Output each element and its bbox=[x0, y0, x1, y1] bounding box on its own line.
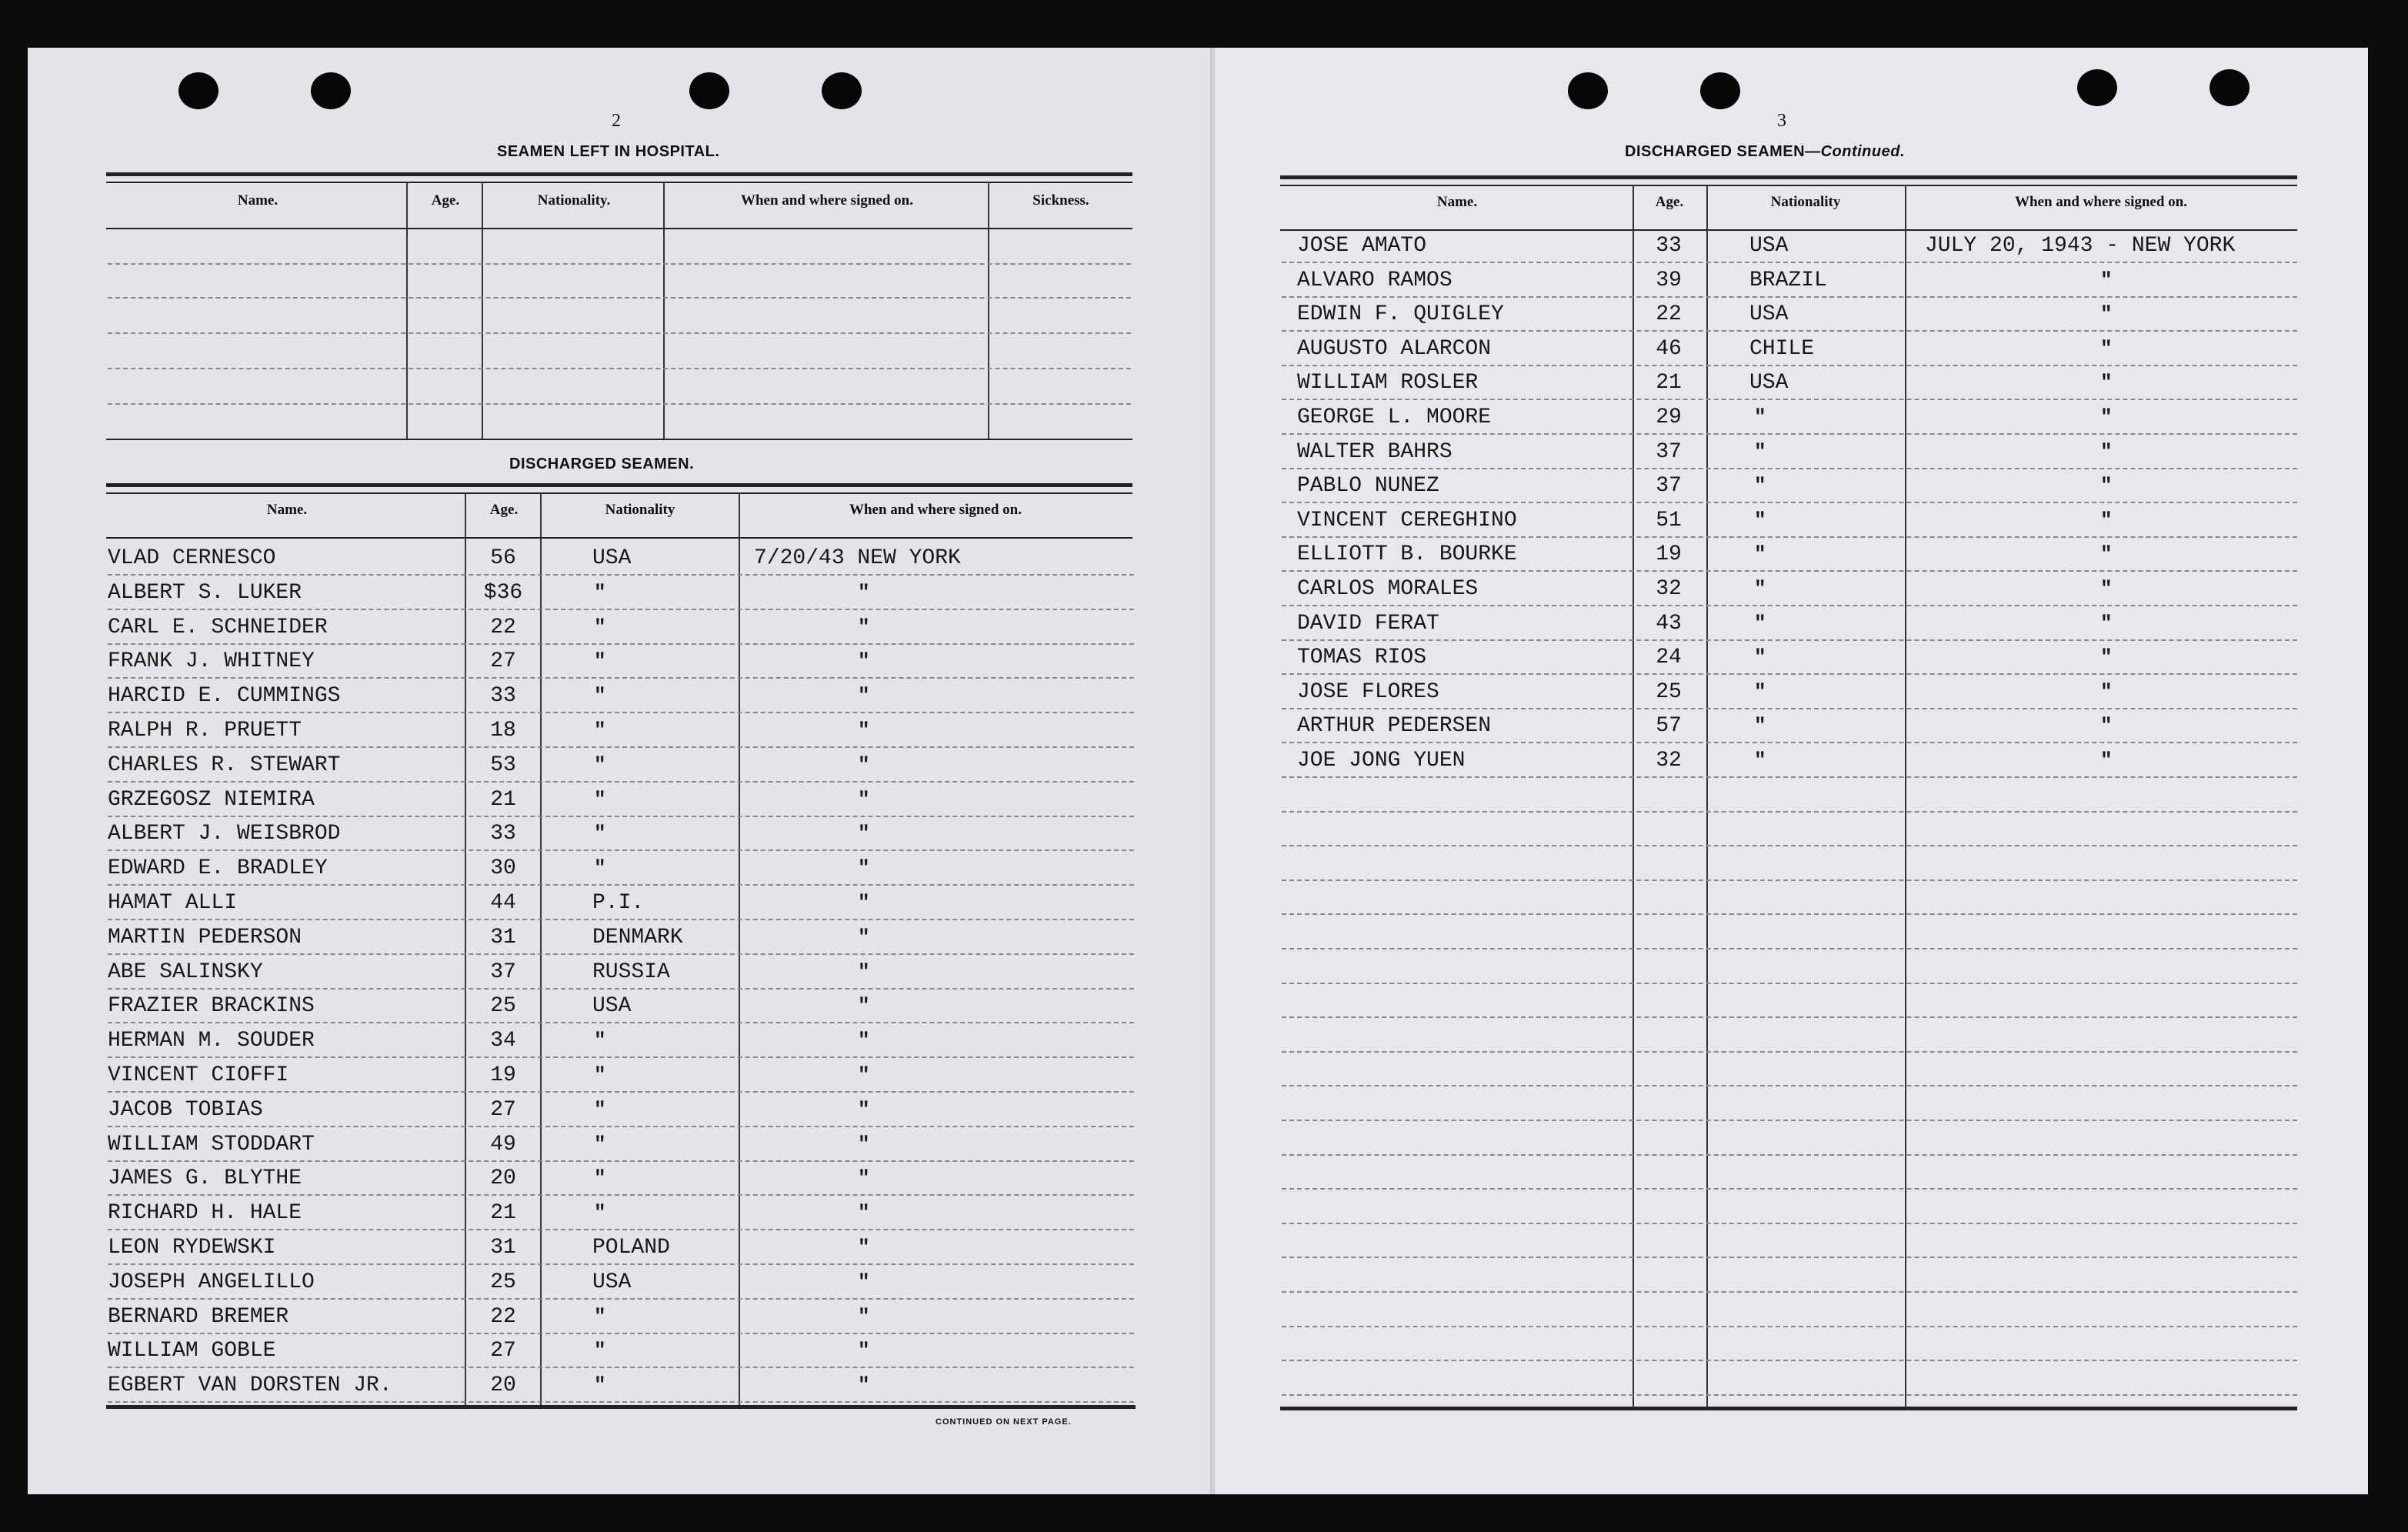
seaman-name: WILLIAM ROSLER bbox=[1297, 371, 1479, 395]
seaman-age: 57 bbox=[1656, 714, 1682, 738]
seaman-age: 29 bbox=[1656, 406, 1682, 429]
dotted-row-line bbox=[1282, 262, 2297, 263]
column-line bbox=[540, 492, 542, 1405]
seaman-age: 25 bbox=[490, 1270, 516, 1294]
page-number-left: 2 bbox=[612, 111, 621, 131]
discharged-header-signed: When and where signed on. bbox=[849, 502, 1022, 518]
ditto-mark: " bbox=[594, 1305, 606, 1328]
seaman-name: EDWARD E. BRADLEY bbox=[108, 856, 328, 880]
dotted-row-line bbox=[108, 1160, 1134, 1162]
ditto-mark: " bbox=[858, 1063, 870, 1086]
ditto-mark: " bbox=[594, 1029, 606, 1052]
seaman-nationality: DENMARK bbox=[592, 926, 683, 950]
seaman-age: 51 bbox=[1656, 509, 1682, 532]
dotted-row-line bbox=[108, 712, 1134, 713]
dotted-row-line bbox=[108, 1263, 1134, 1265]
dotted-row-line bbox=[108, 1126, 1134, 1127]
ditto-mark: " bbox=[2100, 337, 2113, 360]
dotted-row-line bbox=[1282, 1291, 2297, 1293]
seaman-age: 33 bbox=[1656, 234, 1682, 258]
seaman-age: 30 bbox=[490, 856, 516, 880]
seaman-nationality: USA bbox=[1749, 371, 1789, 395]
seaman-age: 24 bbox=[1656, 646, 1682, 669]
punch-hole bbox=[822, 72, 862, 109]
seaman-age: 27 bbox=[490, 649, 516, 673]
ditto-mark: " bbox=[2100, 474, 2113, 497]
ditto-mark: " bbox=[594, 649, 606, 673]
seaman-name: JOSE FLORES bbox=[1297, 680, 1439, 704]
hospital-header-signed: When and where signed on. bbox=[740, 192, 913, 209]
dotted-row-line bbox=[1282, 1360, 2297, 1361]
seaman-age: 19 bbox=[490, 1063, 516, 1087]
seaman-age: 49 bbox=[490, 1133, 516, 1157]
seaman-name: VINCENT CIOFFI bbox=[108, 1063, 289, 1087]
rule bbox=[106, 492, 1132, 494]
ditto-mark: " bbox=[1754, 612, 1766, 635]
ditto-mark: " bbox=[858, 1373, 870, 1397]
ditto-mark: " bbox=[858, 1029, 870, 1052]
seaman-age: 20 bbox=[490, 1167, 516, 1190]
seaman-name: GRZEGOSZ NIEMIRA bbox=[108, 788, 315, 812]
ditto-mark: " bbox=[1754, 474, 1766, 497]
ditto-mark: " bbox=[858, 994, 870, 1017]
seaman-name: VLAD CERNESCO bbox=[108, 546, 276, 570]
dotted-row-line bbox=[1282, 673, 2297, 675]
ditto-mark: " bbox=[2100, 269, 2113, 292]
right-header-age: Age. bbox=[1655, 194, 1684, 210]
ditto-mark: " bbox=[594, 616, 606, 639]
ditto-mark: " bbox=[1754, 542, 1766, 566]
ditto-mark: " bbox=[1754, 440, 1766, 463]
punch-hole bbox=[689, 72, 729, 109]
dotted-row-line bbox=[108, 1056, 1134, 1058]
rule bbox=[1280, 185, 2297, 186]
ditto-mark: " bbox=[858, 616, 870, 639]
seaman-name: RICHARD H. HALE bbox=[108, 1201, 302, 1225]
seaman-age: 19 bbox=[1656, 542, 1682, 566]
seaman-age: 31 bbox=[490, 1236, 516, 1260]
ditto-mark: " bbox=[2100, 577, 2113, 600]
dotted-row-line bbox=[1282, 468, 2297, 469]
rule bbox=[1280, 229, 2297, 231]
hospital-header-sickness: Sickness. bbox=[1032, 192, 1089, 209]
rule bbox=[106, 228, 1132, 229]
seaman-age: 46 bbox=[1656, 337, 1682, 361]
dotted-row-line bbox=[1282, 1085, 2297, 1086]
punch-hole bbox=[178, 72, 218, 109]
rule bbox=[106, 1405, 1136, 1409]
seaman-name: ALVARO RAMOS bbox=[1297, 269, 1452, 292]
dotted-row-line bbox=[1282, 1188, 2297, 1190]
ditto-mark: " bbox=[594, 1339, 606, 1362]
seaman-name: EDWIN F. QUIGLEY bbox=[1297, 302, 1504, 326]
dotted-row-line bbox=[1282, 913, 2297, 915]
dotted-row-line bbox=[108, 297, 1131, 299]
rule bbox=[106, 483, 1132, 487]
column-line bbox=[465, 492, 466, 1405]
page-number-right: 3 bbox=[1777, 111, 1786, 131]
dotted-row-line bbox=[108, 368, 1131, 369]
dotted-row-line bbox=[108, 1091, 1134, 1093]
dotted-row-line bbox=[108, 1367, 1134, 1368]
ditto-mark: " bbox=[2100, 680, 2113, 703]
ditto-mark: " bbox=[2100, 542, 2113, 566]
seaman-name: AUGUSTO ALARCON bbox=[1297, 337, 1492, 361]
dotted-row-line bbox=[108, 953, 1134, 955]
seaman-nationality: USA bbox=[592, 994, 632, 1018]
discharged-header-name: Name. bbox=[266, 502, 308, 518]
ditto-mark: " bbox=[858, 1167, 870, 1190]
dotted-row-line bbox=[108, 263, 1131, 265]
ditto-mark: " bbox=[594, 788, 606, 811]
seaman-age: 18 bbox=[490, 719, 516, 743]
ditto-mark: " bbox=[858, 1133, 870, 1156]
ditto-mark: " bbox=[594, 856, 606, 879]
dotted-row-line bbox=[108, 849, 1134, 851]
ditto-mark: " bbox=[594, 1201, 606, 1224]
ditto-mark: " bbox=[594, 719, 606, 742]
punch-hole bbox=[1568, 72, 1608, 109]
dotted-row-line bbox=[108, 1298, 1134, 1300]
ditto-mark: " bbox=[594, 1373, 606, 1397]
discharged-section-title: DISCHARGED SEAMEN. bbox=[509, 456, 695, 472]
ditto-mark: " bbox=[858, 1236, 870, 1259]
seaman-name: CARLOS MORALES bbox=[1297, 577, 1479, 601]
discharged-header-age: Age. bbox=[489, 502, 519, 518]
column-line bbox=[482, 182, 483, 440]
dotted-row-line bbox=[1282, 639, 2297, 641]
dotted-row-line bbox=[108, 816, 1134, 817]
seaman-age: 37 bbox=[1656, 474, 1682, 498]
seaman-name: MARTIN PEDERSON bbox=[108, 926, 302, 950]
ditto-mark: " bbox=[1754, 714, 1766, 737]
seaman-age: 32 bbox=[1656, 749, 1682, 773]
ditto-mark: " bbox=[858, 1305, 870, 1328]
dotted-row-line bbox=[1282, 845, 2297, 846]
seaman-age: 25 bbox=[490, 994, 516, 1018]
seaman-name: CHARLES R. STEWART bbox=[108, 753, 341, 777]
seaman-age: 22 bbox=[490, 616, 516, 639]
dotted-row-line bbox=[1282, 1051, 2297, 1053]
discharged-continued-title bbox=[1625, 143, 1905, 161]
dotted-row-line bbox=[108, 677, 1134, 679]
dotted-row-line bbox=[108, 403, 1131, 405]
ditto-mark: " bbox=[2100, 371, 2113, 394]
seaman-age: 25 bbox=[1656, 680, 1682, 704]
column-line bbox=[739, 492, 740, 1405]
seaman-age: 39 bbox=[1656, 269, 1682, 292]
ditto-mark: " bbox=[858, 960, 870, 983]
dotted-row-line bbox=[108, 332, 1131, 334]
dotted-row-line bbox=[1282, 1223, 2297, 1224]
punch-hole bbox=[2210, 69, 2250, 106]
ditto-mark: " bbox=[858, 822, 870, 845]
dotted-row-line bbox=[108, 1022, 1134, 1023]
seaman-name: JACOB TOBIAS bbox=[108, 1098, 263, 1122]
ditto-mark: " bbox=[858, 1339, 870, 1362]
seaman-nationality: CHILE bbox=[1749, 337, 1815, 361]
seaman-name: VINCENT CEREGHINO bbox=[1297, 509, 1517, 532]
title-main: DISCHARGED SEAMEN— bbox=[1625, 143, 1821, 160]
ditto-mark: " bbox=[1754, 509, 1766, 532]
seaman-nationality: BRAZIL bbox=[1749, 269, 1827, 292]
ditto-mark: " bbox=[594, 822, 606, 845]
dotted-row-line bbox=[108, 1229, 1134, 1230]
seaman-nationality: USA bbox=[592, 546, 632, 570]
dotted-row-line bbox=[1282, 1326, 2297, 1327]
hospital-header-age: Age. bbox=[431, 192, 460, 209]
seaman-nationality: POLAND bbox=[592, 1236, 670, 1260]
ditto-mark: " bbox=[2100, 646, 2113, 669]
hospital-header-nationality: Nationality. bbox=[537, 192, 611, 209]
seaman-name: WALTER BAHRS bbox=[1297, 440, 1452, 464]
punch-hole bbox=[2077, 69, 2117, 106]
dotted-row-line bbox=[1282, 776, 2297, 778]
ditto-mark: " bbox=[594, 753, 606, 776]
ditto-mark: " bbox=[1754, 749, 1766, 772]
dotted-row-line bbox=[1282, 1257, 2297, 1258]
dotted-row-line bbox=[1282, 1120, 2297, 1121]
seaman-age: 27 bbox=[490, 1339, 516, 1363]
dotted-row-line bbox=[108, 1333, 1134, 1334]
seaman-name: HERMAN M. SOUDER bbox=[108, 1029, 315, 1053]
dotted-row-line bbox=[108, 1401, 1134, 1403]
seaman-name: ALBERT S. LUKER bbox=[108, 581, 302, 605]
rule bbox=[106, 537, 1132, 539]
ditto-mark: " bbox=[2100, 406, 2113, 429]
seaman-age: 33 bbox=[490, 684, 516, 708]
ditto-mark: " bbox=[858, 753, 870, 776]
ditto-mark: " bbox=[594, 1133, 606, 1156]
seaman-name: FRAZIER BRACKINS bbox=[108, 994, 315, 1018]
seaman-name: FRANK J. WHITNEY bbox=[108, 649, 315, 673]
ditto-mark: " bbox=[594, 684, 606, 707]
title-continued: Continued. bbox=[1820, 143, 1906, 160]
seaman-age: 53 bbox=[490, 753, 516, 777]
ditto-mark: " bbox=[2100, 440, 2113, 463]
dotted-row-line bbox=[108, 574, 1134, 576]
hospital-header-name: Name. bbox=[237, 192, 278, 209]
seaman-signed-on: 7/20/43 NEW YORK bbox=[754, 546, 961, 570]
ditto-mark: " bbox=[858, 649, 870, 673]
ditto-mark: " bbox=[858, 926, 870, 949]
seaman-age: 32 bbox=[1656, 577, 1682, 601]
seaman-age: 33 bbox=[490, 822, 516, 846]
ditto-mark: " bbox=[858, 1098, 870, 1121]
seaman-nationality: RUSSIA bbox=[592, 960, 670, 984]
ditto-mark: " bbox=[594, 1063, 606, 1086]
ditto-mark: " bbox=[858, 788, 870, 811]
column-line bbox=[663, 182, 665, 440]
ditto-mark: " bbox=[594, 1098, 606, 1121]
ditto-mark: " bbox=[2100, 302, 2113, 325]
dotted-row-line bbox=[1282, 502, 2297, 503]
ditto-mark: " bbox=[1754, 646, 1766, 669]
rule bbox=[106, 172, 1132, 176]
right-header-name: Name. bbox=[1436, 194, 1478, 210]
ditto-mark: " bbox=[2100, 749, 2113, 772]
seaman-name: DAVID FERAT bbox=[1297, 612, 1439, 636]
seaman-name: JOSEPH ANGELILLO bbox=[108, 1270, 315, 1294]
seaman-nationality: USA bbox=[592, 1270, 632, 1294]
dotted-row-line bbox=[108, 1194, 1134, 1196]
seaman-age: 27 bbox=[490, 1098, 516, 1122]
continued-note: CONTINUED ON NEXT PAGE. bbox=[936, 1417, 1072, 1427]
seaman-name: PABLO NUNEZ bbox=[1297, 474, 1439, 498]
seaman-nationality: P.I. bbox=[592, 891, 645, 915]
rule bbox=[1280, 175, 2297, 179]
seaman-nationality: USA bbox=[1749, 302, 1789, 326]
seaman-age: 21 bbox=[490, 1201, 516, 1225]
seaman-name: ABE SALINSKY bbox=[108, 960, 263, 984]
seaman-name: ARTHUR PEDERSEN bbox=[1297, 714, 1492, 738]
punch-hole bbox=[1700, 72, 1740, 109]
dotted-row-line bbox=[1282, 605, 2297, 606]
seaman-age: $36 bbox=[483, 581, 523, 605]
seaman-name: ALBERT J. WEISBROD bbox=[108, 822, 341, 846]
dotted-row-line bbox=[1282, 399, 2297, 400]
seaman-age: 22 bbox=[490, 1305, 516, 1329]
seaman-age: 37 bbox=[490, 960, 516, 984]
ditto-mark: " bbox=[1754, 577, 1766, 600]
dotted-row-line bbox=[1282, 1016, 2297, 1018]
seaman-age: 21 bbox=[490, 788, 516, 812]
dotted-row-line bbox=[108, 884, 1134, 886]
ditto-mark: " bbox=[858, 581, 870, 604]
dotted-row-line bbox=[108, 746, 1134, 748]
seaman-age: 20 bbox=[490, 1373, 516, 1397]
ditto-mark: " bbox=[858, 891, 870, 914]
seaman-name: LEON RYDEWSKI bbox=[108, 1236, 276, 1260]
ditto-mark: " bbox=[858, 1270, 870, 1293]
dotted-row-line bbox=[1282, 811, 2297, 813]
dotted-row-line bbox=[1282, 1394, 2297, 1396]
dotted-row-line bbox=[1282, 365, 2297, 366]
dotted-row-line bbox=[108, 781, 1134, 783]
rule bbox=[106, 439, 1132, 440]
dotted-row-line bbox=[1282, 570, 2297, 572]
seaman-name: WILLIAM STODDART bbox=[108, 1133, 315, 1157]
seaman-name: JAMES G. BLYTHE bbox=[108, 1167, 302, 1190]
dotted-row-line bbox=[1282, 1154, 2297, 1156]
seaman-name: RALPH R. PRUETT bbox=[108, 719, 302, 743]
seaman-age: 22 bbox=[1656, 302, 1682, 326]
dotted-row-line bbox=[1282, 879, 2297, 881]
seaman-name: TOMAS RIOS bbox=[1297, 646, 1427, 669]
ditto-mark: " bbox=[858, 719, 870, 742]
seaman-name: JOSE AMATO bbox=[1297, 234, 1427, 258]
dotted-row-line bbox=[1282, 330, 2297, 332]
seaman-age: 21 bbox=[1656, 371, 1682, 395]
seaman-name: GEORGE L. MOORE bbox=[1297, 406, 1492, 429]
ditto-mark: " bbox=[858, 1201, 870, 1224]
ditto-mark: " bbox=[1754, 406, 1766, 429]
dotted-row-line bbox=[1282, 948, 2297, 950]
seaman-name: EGBERT VAN DORSTEN JR. bbox=[108, 1373, 392, 1397]
column-line bbox=[406, 182, 408, 440]
dotted-row-line bbox=[1282, 433, 2297, 435]
punch-hole bbox=[311, 72, 351, 109]
ditto-mark: " bbox=[858, 856, 870, 879]
seaman-name: HAMAT ALLI bbox=[108, 891, 238, 915]
seaman-age: 37 bbox=[1656, 440, 1682, 464]
discharged-header-nationality: Nationality bbox=[605, 502, 675, 518]
seaman-nationality: USA bbox=[1749, 234, 1789, 258]
dotted-row-line bbox=[1282, 983, 2297, 984]
seaman-name: WILLIAM GOBLE bbox=[108, 1339, 276, 1363]
dotted-row-line bbox=[108, 609, 1134, 610]
rule bbox=[1280, 1407, 2297, 1410]
column-line bbox=[988, 182, 989, 440]
dotted-row-line bbox=[108, 988, 1134, 990]
ditto-mark: " bbox=[1754, 680, 1766, 703]
ditto-mark: " bbox=[2100, 714, 2113, 737]
dotted-row-line bbox=[108, 919, 1134, 920]
seaman-age: 31 bbox=[490, 926, 516, 950]
hospital-section-title: SEAMEN LEFT IN HOSPITAL. bbox=[497, 143, 720, 160]
seaman-age: 56 bbox=[490, 546, 516, 570]
dotted-row-line bbox=[1282, 296, 2297, 298]
dotted-row-line bbox=[108, 643, 1134, 645]
page-fold bbox=[1210, 48, 1215, 1494]
seaman-name: CARL E. SCHNEIDER bbox=[108, 616, 328, 639]
rule bbox=[106, 182, 1132, 183]
seaman-name: HARCID E. CUMMINGS bbox=[108, 684, 341, 708]
ditto-mark: " bbox=[594, 1167, 606, 1190]
dotted-row-line bbox=[1282, 536, 2297, 538]
ditto-mark: " bbox=[2100, 612, 2113, 635]
right-header-nationality: Nationality bbox=[1770, 194, 1841, 210]
ditto-mark: " bbox=[594, 581, 606, 604]
seaman-age: 43 bbox=[1656, 612, 1682, 636]
ditto-mark: " bbox=[858, 684, 870, 707]
right-header-signed: When and where signed on. bbox=[2014, 194, 2187, 210]
seaman-name: JOE JONG YUEN bbox=[1297, 749, 1466, 773]
seaman-signed-on: JULY 20, 1943 - NEW YORK bbox=[1925, 234, 2236, 258]
dotted-row-line bbox=[1282, 708, 2297, 709]
dotted-row-line bbox=[1282, 742, 2297, 743]
seaman-age: 34 bbox=[490, 1029, 516, 1053]
ditto-mark: " bbox=[2100, 509, 2113, 532]
seaman-name: BERNARD BREMER bbox=[108, 1305, 289, 1329]
seaman-name: ELLIOTT B. BOURKE bbox=[1297, 542, 1517, 566]
seaman-age: 44 bbox=[490, 891, 516, 915]
